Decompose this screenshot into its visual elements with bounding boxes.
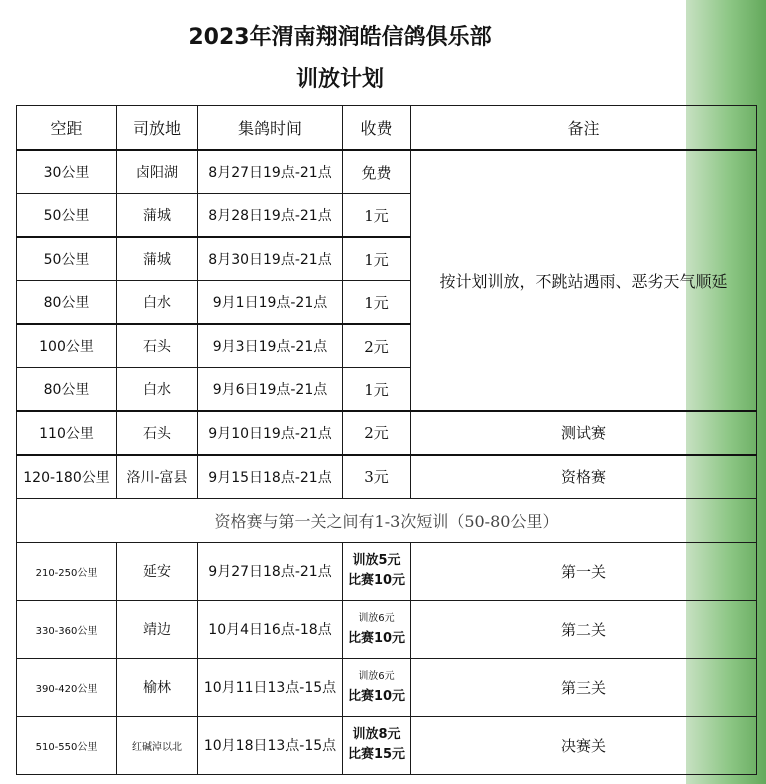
time-cell: 9月6日19点-21点: [198, 368, 343, 412]
table-row: [17, 150, 757, 194]
site-cell: 石头: [117, 324, 198, 368]
distance-cell: 80公里: [17, 281, 117, 325]
remark-cell: 第一关: [411, 542, 757, 600]
site-cell: 石头: [117, 411, 198, 455]
table-row: [17, 600, 757, 658]
distance-cell: 120-180公里: [17, 455, 117, 499]
table-row: [17, 658, 757, 716]
race-fee: 比赛10元: [347, 631, 406, 646]
distance-cell: 100公里: [17, 324, 117, 368]
table-row: [17, 716, 757, 774]
distance-cell: 330-360公里: [17, 600, 117, 658]
fee-cell: 1元: [343, 368, 411, 412]
time-cell: 10月11日13点-15点: [198, 658, 343, 716]
fee-cell: [343, 716, 411, 774]
remark-cell: 决赛关: [411, 716, 757, 774]
time-cell: 9月3日19点-21点: [198, 324, 343, 368]
table-row: [17, 411, 757, 455]
site-cell: 靖边: [117, 600, 198, 658]
remark-cell: 第三关: [411, 658, 757, 716]
distance-cell: 50公里: [17, 194, 117, 238]
distance-cell: 110公里: [17, 411, 117, 455]
header-row: [17, 106, 757, 151]
fee-cell: 1元: [343, 281, 411, 325]
site-cell: 蒲城: [117, 237, 198, 281]
training-fee: 训放5元: [352, 553, 401, 568]
distance-cell: 210-250公里: [17, 542, 117, 600]
race-fee: 比赛10元: [347, 573, 406, 588]
time-cell: 10月18日13点-15点: [198, 716, 343, 774]
site-cell: 白水: [117, 281, 198, 325]
table-row: [17, 455, 757, 499]
time-cell: 9月10日19点-21点: [198, 411, 343, 455]
site-cell: 红碱淖以北: [117, 716, 198, 774]
header-collection-time: 集鸽时间: [198, 106, 343, 151]
fee-cell: 2元: [343, 324, 411, 368]
training-fee: 训放6元: [358, 671, 395, 682]
short-training-note: 资格赛与第一关之间有1-3次短训（50-80公里）: [17, 498, 757, 542]
training-fee: 训放8元: [352, 727, 401, 742]
time-cell: 8月30日19点-21点: [198, 237, 343, 281]
fee-cell: 1元: [343, 194, 411, 238]
site-cell: 延安: [117, 542, 198, 600]
header-release-site: 司放地: [117, 106, 198, 151]
distance-cell: 30公里: [17, 150, 117, 194]
time-cell: 10月4日16点-18点: [198, 600, 343, 658]
fee-cell: 免费: [343, 150, 411, 194]
fee-cell: 1元: [343, 237, 411, 281]
remark-cell: 测试赛: [411, 411, 757, 455]
training-fee: 训放6元: [358, 613, 395, 624]
site-cell: 榆林: [117, 658, 198, 716]
remark-cell: 第二关: [411, 600, 757, 658]
fee-cell: [343, 542, 411, 600]
site-cell: 白水: [117, 368, 198, 412]
time-cell: 8月27日19点-21点: [198, 150, 343, 194]
table-row: [17, 542, 757, 600]
race-fee: 比赛15元: [347, 747, 406, 762]
header-remark: 备注: [411, 106, 757, 151]
fee-cell: 2元: [343, 411, 411, 455]
header-distance: 空距: [17, 106, 117, 151]
header-fee: 收费: [343, 106, 411, 151]
site-cell: 蒲城: [117, 194, 198, 238]
distance-cell: 510-550公里: [17, 716, 117, 774]
time-cell: 9月15日18点-21点: [198, 455, 343, 499]
document-subtitle: 训放计划: [295, 67, 384, 92]
distance-cell: 390-420公里: [17, 658, 117, 716]
remark-cell: 资格赛: [411, 455, 757, 499]
time-cell: 9月1日19点-21点: [198, 281, 343, 325]
site-cell: 卤阳湖: [117, 150, 198, 194]
fee-cell: [343, 658, 411, 716]
merged-remark-cell: 按计划训放，不跳站遇雨、恶劣天气顺延: [411, 150, 757, 411]
document-title: 2023年渭南翔润皓信鸽俱乐部: [188, 25, 492, 50]
time-cell: 8月28日19点-21点: [198, 194, 343, 238]
site-cell: 洛川-富县: [117, 455, 198, 499]
distance-cell: 80公里: [17, 368, 117, 412]
training-plan-table: [16, 105, 757, 775]
fee-cell: 3元: [343, 455, 411, 499]
distance-cell: 50公里: [17, 237, 117, 281]
race-fee: 比赛10元: [347, 689, 406, 704]
note-row: [17, 498, 757, 542]
fee-cell: [343, 600, 411, 658]
time-cell: 9月27日18点-21点: [198, 542, 343, 600]
